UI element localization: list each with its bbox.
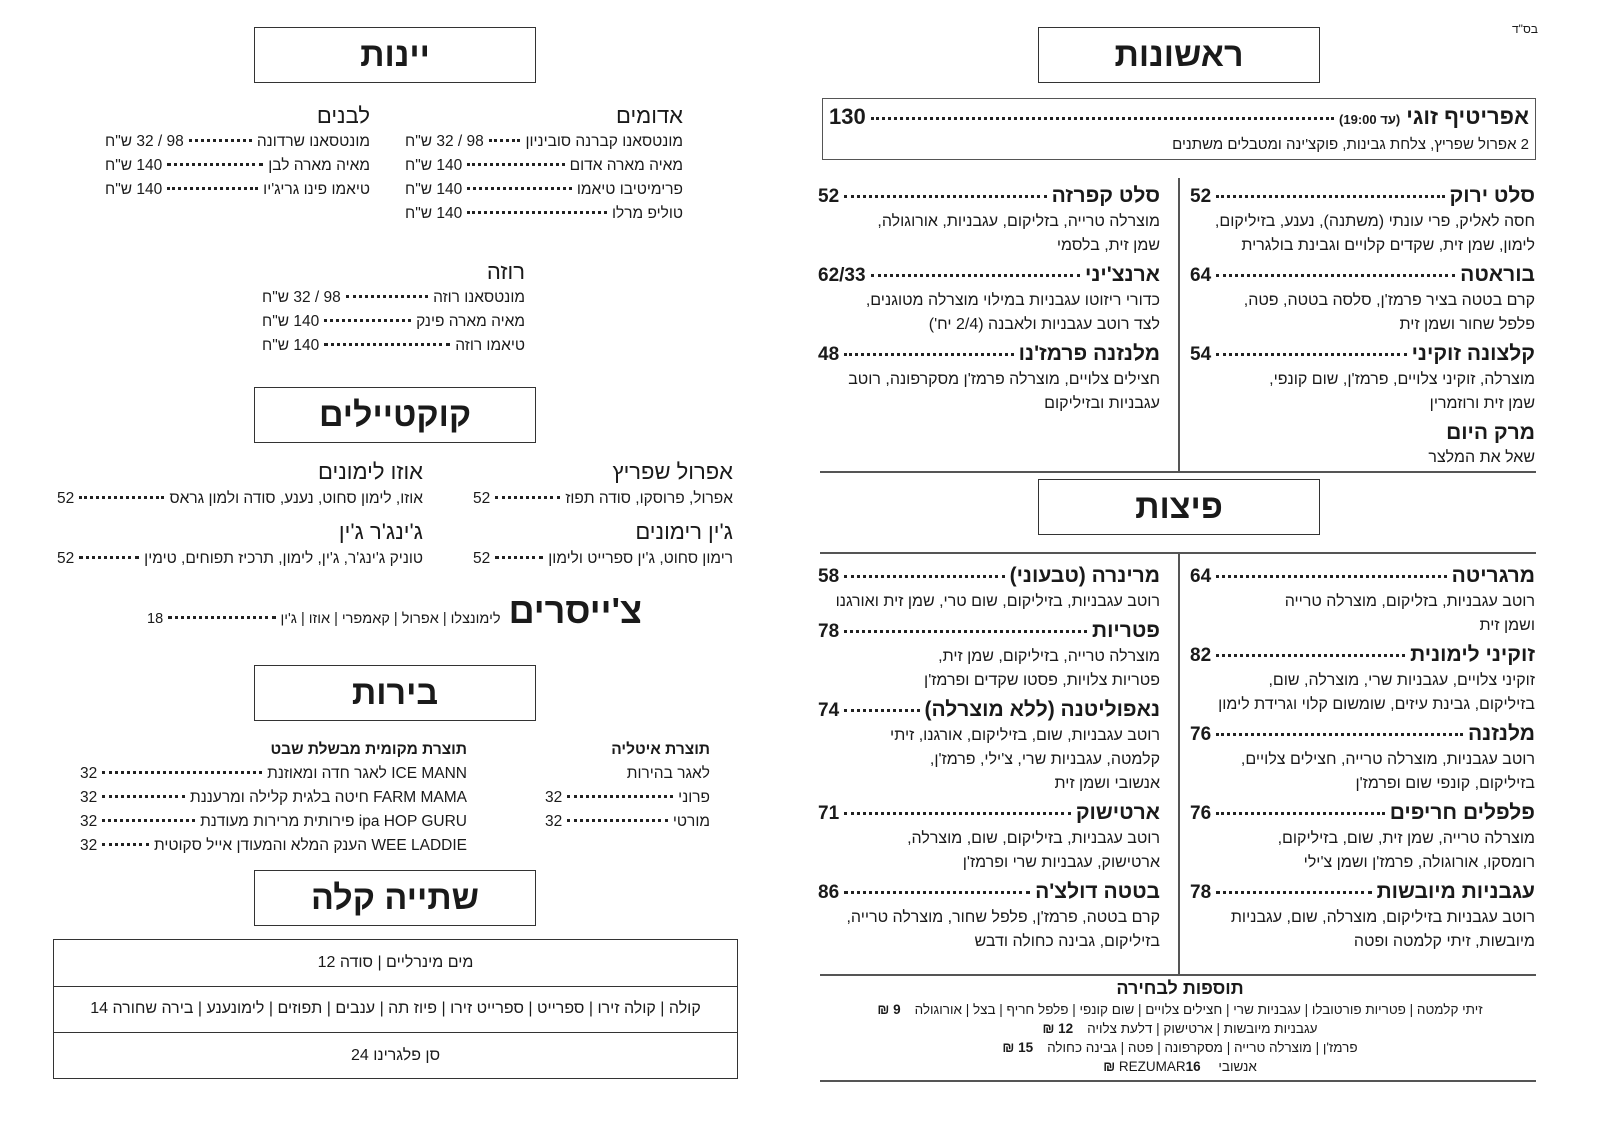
pizza-left-column bbox=[818, 563, 1160, 958]
menu-item bbox=[818, 879, 1160, 954]
item-description: רומסקו, אורוגולה, פרמז'ן ושמן צ'ילי bbox=[1303, 854, 1535, 871]
item-name: מונטסאנו קברנה סוביניון bbox=[525, 133, 683, 150]
item-description: בזיליקום, גבינה כחולה ודבש bbox=[974, 933, 1160, 950]
dot-leader bbox=[102, 843, 149, 846]
item-name: מונטסאנו שרדונה bbox=[256, 133, 370, 150]
item-description: רוטב עגבניות בזיליקום, מוצרלה, שום, עגבניות bbox=[1230, 909, 1535, 926]
menu-item bbox=[818, 800, 1160, 875]
item-row bbox=[545, 810, 710, 834]
item-name: מאיה מארה פינק bbox=[416, 313, 525, 330]
item-price: 82 bbox=[1190, 645, 1212, 666]
menu-item bbox=[1190, 800, 1535, 875]
dot-leader bbox=[79, 496, 164, 499]
item-price: 52 bbox=[1190, 186, 1212, 207]
item-description: פלפל שחור ושמן זית bbox=[1399, 316, 1535, 333]
dot-leader bbox=[1216, 274, 1455, 277]
item-row bbox=[105, 178, 370, 202]
item-name: מרגריטה bbox=[1451, 564, 1535, 587]
item-name: אוזו, לימון סחוט, נענע, סודה ולמון גראס bbox=[169, 490, 423, 507]
menu-item bbox=[1190, 721, 1535, 796]
dot-leader bbox=[79, 556, 139, 559]
item-row bbox=[818, 262, 1160, 289]
cocktails-left-column bbox=[57, 458, 423, 578]
item-price: 52 bbox=[818, 186, 840, 207]
soft-drinks-title: שתייה קלה bbox=[254, 870, 536, 926]
item-row bbox=[80, 834, 467, 858]
item-name: טיאמו פינו גריג'יו bbox=[263, 181, 370, 198]
item-price: 140 ש"ח bbox=[405, 157, 463, 174]
item-price: 32 bbox=[80, 837, 98, 854]
item-name: פרימיטיבו טיאמו bbox=[576, 181, 683, 198]
item-price: 140 ש"ח bbox=[105, 181, 163, 198]
extras-line bbox=[820, 1038, 1540, 1057]
cocktail-name: אפרול שפריץ bbox=[612, 459, 733, 484]
item-name: סלט קפרזה bbox=[1051, 184, 1160, 207]
item-name: מאיה מארה אדום bbox=[569, 157, 683, 174]
item-name: ipa HOP GURU פירותית מרירות מעודנת bbox=[200, 813, 467, 830]
dot-leader bbox=[844, 575, 1004, 578]
dot-leader bbox=[844, 630, 1087, 633]
dot-leader bbox=[844, 891, 1030, 894]
item-price: 52 bbox=[473, 490, 491, 507]
item-description: שמן זית, בלסמי bbox=[1056, 237, 1160, 254]
cocktails-title: קוקטיילים bbox=[254, 387, 536, 443]
beers-title: בירות bbox=[254, 665, 536, 721]
item-name: בטטה דולצ'ה bbox=[1035, 880, 1160, 903]
item-price: 52 bbox=[57, 490, 75, 507]
dot-leader bbox=[1216, 353, 1406, 356]
dot-leader bbox=[489, 139, 521, 142]
extras-line bbox=[820, 1019, 1540, 1038]
menu-item bbox=[1190, 341, 1535, 416]
item-description: שמן זית ורוזמרין bbox=[1429, 395, 1535, 412]
item-name: בוראטה bbox=[1460, 263, 1535, 286]
item-name: מלנזנה bbox=[1467, 722, 1535, 745]
aperitif-name: אפריטיף זוגי bbox=[1406, 104, 1529, 129]
cocktail-item bbox=[57, 518, 423, 572]
dot-leader bbox=[844, 195, 1047, 198]
item-description: רוטב עגבניות, בזיליקום, שום, מוצרלה, bbox=[907, 830, 1160, 847]
item-row bbox=[1190, 420, 1535, 446]
item-price: 98 / 32 ש"ח bbox=[105, 133, 184, 150]
item-name: פרוני bbox=[678, 789, 710, 806]
item-price: 54 bbox=[1190, 344, 1212, 365]
item-price: 76 bbox=[1190, 724, 1212, 745]
beers-italy-subtitle: לאגר בהירות bbox=[626, 765, 710, 782]
extras-price: 16 ₪ bbox=[1103, 1059, 1201, 1074]
soft-drinks-row: קולה | קולה זירו | ספרייט | ספרייט זירו | פיוז תה | ענבים | תפוזים | לימונענע | בירה שחורה 14 bbox=[54, 987, 737, 1034]
chasers-list: לימונצלו | אפרול | קאמפרי | אוזו | ג'ין bbox=[280, 611, 501, 627]
item-row bbox=[405, 154, 683, 178]
dot-leader bbox=[467, 187, 572, 190]
item-row bbox=[1190, 183, 1535, 210]
dot-leader bbox=[168, 616, 275, 619]
menu-item bbox=[1190, 879, 1535, 954]
item-name: טיאמו רוזה bbox=[455, 337, 525, 354]
item-price: 32 bbox=[80, 765, 98, 782]
item-price: 74 bbox=[818, 700, 840, 721]
dot-leader bbox=[324, 319, 411, 322]
dot-leader bbox=[102, 795, 185, 798]
item-row bbox=[80, 786, 467, 810]
item-row bbox=[1190, 879, 1535, 906]
dot-leader bbox=[102, 771, 262, 774]
column-divider bbox=[1178, 552, 1180, 974]
item-price: 78 bbox=[1190, 882, 1212, 903]
menu-item bbox=[818, 563, 1160, 614]
starters-title: ראשונות bbox=[1038, 27, 1320, 83]
item-row bbox=[105, 154, 370, 178]
soft-drinks-row: סן פלגרינו 24 bbox=[350, 1047, 441, 1065]
item-description: קלמטה, עגבניות שרי, צ'ילי, פרמז'ן, bbox=[929, 751, 1160, 768]
item-row bbox=[1190, 721, 1535, 748]
item-name: עגבניות מיובשות bbox=[1376, 880, 1535, 903]
item-price: 58 bbox=[818, 566, 840, 587]
menu-item bbox=[1190, 563, 1535, 638]
pizza-title: פיצות bbox=[1038, 479, 1320, 535]
dot-leader bbox=[1216, 733, 1463, 736]
item-description: לימון, שמן זית, שקדים קלויים וגבינת בולגרית bbox=[1241, 237, 1535, 254]
extras-items: זיתי קלמטה | פטריות פורטובלו | עגבניות שרי | חצילים צלויים | שום קונפי | פלפל חריף | בצל | אורוגולה bbox=[914, 1002, 1483, 1017]
cocktail-item bbox=[57, 458, 423, 512]
item-description: מוצרלה, זוקיני צלויים, פרמז'ן, שום קונפי, bbox=[1269, 371, 1535, 388]
item-price: 140 ש"ח bbox=[405, 181, 463, 198]
item-row bbox=[1190, 262, 1535, 289]
item-row bbox=[57, 546, 423, 572]
cocktail-name: ג'ין רימונים bbox=[635, 519, 733, 544]
item-row bbox=[818, 879, 1160, 906]
item-description: רוטב עגבניות, בזיליקום, שום טרי, שמן זית ואורגנו bbox=[835, 593, 1160, 610]
item-description: בזיליקום, גבינת עיזים, שומשום קלוי וגרידת לימון bbox=[1218, 696, 1535, 713]
menu-item bbox=[818, 618, 1160, 693]
item-description: מוצרלה טרייה, בזיליקום, שמן זית, bbox=[938, 648, 1160, 665]
item-row bbox=[818, 800, 1160, 827]
item-name: טוניק ג'ינג'ר, ג'ין, לימון, תרכיז תפוחים, טימין bbox=[144, 550, 423, 567]
item-name: זוקיני לימונית bbox=[1410, 643, 1535, 666]
item-description: ארטישוק, עגבניות שרי ופרמז'ן bbox=[962, 854, 1160, 871]
extras-price: 15 ₪ bbox=[1002, 1040, 1034, 1055]
item-description: מיובשות, זיתי קלמטה ופטה bbox=[1353, 933, 1535, 950]
extras-line bbox=[820, 1000, 1540, 1019]
chasers-title: צ'ייסרים bbox=[508, 590, 642, 631]
item-row bbox=[262, 310, 525, 334]
dot-leader bbox=[102, 819, 195, 822]
item-row bbox=[818, 697, 1160, 724]
item-price: 78 bbox=[818, 621, 840, 642]
menu-item bbox=[1190, 183, 1535, 258]
cocktail-name: ג'ינג'ר ג'ין bbox=[338, 519, 423, 544]
chasers-price: 18 bbox=[147, 611, 164, 627]
cocktail-item bbox=[473, 518, 733, 572]
beers-local bbox=[80, 738, 467, 858]
menu-item bbox=[1190, 642, 1535, 717]
extras-price: 12 ₪ bbox=[1042, 1021, 1074, 1036]
aperitif-desc: 2 אפרול שפריץ, צלחת גבינות, פוקצ'ינה ומטבלים משתנים bbox=[1172, 136, 1529, 153]
item-description: קרם בטטה, פרמז'ן, פלפל שחור, מוצרלה טרייה, bbox=[846, 909, 1160, 926]
item-name: ארטישוק bbox=[1075, 801, 1160, 824]
item-description: מוצרלה טרייה, בזליקום, עגבניות, אורוגולה, bbox=[877, 213, 1160, 230]
item-price: 48 bbox=[818, 344, 840, 365]
item-price: 140 ש"ח bbox=[405, 205, 463, 222]
item-name: טוליפ מרלו bbox=[612, 205, 683, 222]
soft-drinks-table bbox=[53, 939, 738, 1079]
item-description: לצד רוטב עגבניות ולאבנה (2/4 יח') bbox=[928, 316, 1160, 333]
item-row bbox=[80, 810, 467, 834]
soft-drinks-row: מים מינרליים | סודה 12 bbox=[54, 940, 737, 987]
item-price: 86 bbox=[818, 882, 840, 903]
item-row bbox=[80, 762, 467, 786]
item-description: רוטב עגבניות, שום, בזיליקום, אורגנו, זיתי bbox=[890, 727, 1160, 744]
starters-right-column bbox=[1190, 183, 1535, 474]
wine-category-title: לבנים bbox=[316, 103, 370, 128]
dot-leader bbox=[346, 295, 428, 298]
item-name: FARM MAMA חיטה בלגית קלילה ומרעננת bbox=[190, 789, 467, 806]
dot-leader bbox=[1216, 575, 1446, 578]
item-description: ושמן זית bbox=[1479, 617, 1535, 634]
dot-leader bbox=[1216, 195, 1444, 198]
item-price: 64 bbox=[1190, 265, 1212, 286]
cocktails-right-column bbox=[473, 458, 733, 578]
item-price: 76 bbox=[1190, 803, 1212, 824]
item-description: חסה לאליק, פרי עונתי (משתנה), נענע, בזיליקום, bbox=[1214, 213, 1535, 230]
item-name: פלפלים חריפים bbox=[1389, 801, 1535, 824]
extras-items: עגבניות מיובשות | ארטישוק | דלעת צלויה bbox=[1087, 1021, 1318, 1036]
item-price: 52 bbox=[57, 550, 75, 567]
item-name: מלנזנה פרמז'נו bbox=[1018, 342, 1160, 365]
chasers-line bbox=[147, 590, 642, 632]
item-description: זוקיני צלויים, עגבניות שרי, מוצרלה, שום, bbox=[1268, 672, 1535, 689]
cocktail-name: אוזו לימונים bbox=[318, 459, 423, 484]
wines-title: יינות bbox=[254, 27, 536, 83]
item-row bbox=[818, 618, 1160, 645]
dot-leader bbox=[324, 343, 450, 346]
dot-leader bbox=[467, 211, 607, 214]
item-price: 52 bbox=[473, 550, 491, 567]
item-row bbox=[1190, 642, 1535, 669]
aperitif-note: (עד 19:00) bbox=[1339, 112, 1401, 127]
dot-leader bbox=[871, 274, 1080, 277]
item-name: פטריות bbox=[1092, 619, 1160, 642]
item-name: מונטסאנו רוזה bbox=[433, 289, 525, 306]
extras-section bbox=[820, 976, 1540, 1076]
item-price: 32 bbox=[545, 813, 563, 830]
item-name: סלט ירוק bbox=[1449, 184, 1535, 207]
dot-leader bbox=[844, 812, 1071, 815]
item-row bbox=[473, 486, 733, 512]
item-description: כדורי ריזוטו עגבניות במילוי מוצרלה מטוגנים, bbox=[865, 292, 1160, 309]
item-name: מאיה מארה לבן bbox=[268, 157, 370, 174]
item-row bbox=[405, 130, 683, 154]
item-name: רימון סחוט, ג'ין ספרייט ולימון bbox=[548, 550, 733, 567]
menu-item bbox=[818, 262, 1160, 337]
item-row bbox=[1190, 341, 1535, 368]
beers-italy-title: תוצרת איטליה bbox=[611, 741, 710, 758]
item-description: אנשובי ושמן זית bbox=[1054, 775, 1160, 792]
menu-item bbox=[1190, 420, 1535, 470]
beers-italy bbox=[545, 738, 710, 834]
item-row bbox=[405, 178, 683, 202]
item-row bbox=[262, 334, 525, 358]
aperitif-box bbox=[822, 98, 1536, 160]
item-name: WEE LADDIE הענק המלא והמעודן אייל סקוטית bbox=[153, 837, 467, 854]
dot-leader bbox=[871, 117, 1334, 120]
item-row bbox=[818, 183, 1160, 210]
aperitif-price: 130 bbox=[829, 104, 866, 129]
item-description: קרם בטטה בציר פרמז'ן, סלסה בטטה, פטה, bbox=[1243, 292, 1535, 309]
item-price: 32 bbox=[80, 813, 98, 830]
item-price: 140 ש"ח bbox=[262, 337, 320, 354]
item-row bbox=[545, 786, 710, 810]
item-row bbox=[57, 486, 423, 512]
item-name: אפרול, פרוסקו, סודה תפוז bbox=[565, 490, 733, 507]
item-description: מוצרלה טרייה, שמן זית, שום, בזיליקום, bbox=[1277, 830, 1535, 847]
item-row bbox=[405, 202, 683, 226]
dot-leader bbox=[844, 353, 1014, 356]
item-description: חצילים צלויים, מוצרלה פרמז'ן מסקרפונה, רוטב bbox=[848, 371, 1160, 388]
dot-leader bbox=[495, 556, 543, 559]
item-name: נאפוליטנה (ללא מוצרלה) bbox=[924, 698, 1160, 721]
red-wines bbox=[405, 102, 683, 226]
starters-left-column bbox=[818, 183, 1160, 420]
bottom-divider bbox=[820, 1080, 1536, 1082]
menu-item bbox=[818, 341, 1160, 416]
extras-items: אנשובי REZUMAR bbox=[1118, 1059, 1257, 1074]
item-price: 71 bbox=[818, 803, 840, 824]
item-price: 98 / 32 ש"ח bbox=[262, 289, 341, 306]
item-price: 32 bbox=[80, 789, 98, 806]
item-description: רוטב עגבניות, בזליקום, מוצרלה טרייה bbox=[1284, 593, 1535, 610]
item-price: 140 ש"ח bbox=[105, 157, 163, 174]
dot-leader bbox=[495, 496, 560, 499]
item-description: שאל את המלצר bbox=[1428, 449, 1535, 466]
item-name: ארנצ'יני bbox=[1085, 263, 1160, 286]
item-description: פטריות צלויות, פסטו שקדים ופרמז'ן bbox=[924, 672, 1160, 689]
item-name: מרינרה (טבעוני) bbox=[1009, 564, 1160, 587]
item-row bbox=[1190, 563, 1535, 590]
item-description: רוטב עגבניות, מוצרלה טרייה, חצילים צלויים, bbox=[1240, 751, 1535, 768]
item-row bbox=[1190, 800, 1535, 827]
dot-leader bbox=[189, 139, 252, 142]
item-name: מורטי bbox=[672, 813, 710, 830]
item-price: 64 bbox=[1190, 566, 1212, 587]
dot-leader bbox=[467, 163, 564, 166]
item-row bbox=[818, 563, 1160, 590]
wine-category-title: רוזה bbox=[486, 259, 525, 284]
item-row bbox=[473, 546, 733, 572]
dot-leader bbox=[567, 795, 673, 798]
item-name: מרק היום bbox=[1446, 421, 1535, 444]
dot-leader bbox=[1216, 891, 1371, 894]
dot-leader bbox=[1216, 812, 1385, 815]
item-row bbox=[105, 130, 370, 154]
item-description: בזיליקום, קונפי שום ופרמז'ן bbox=[1355, 775, 1535, 792]
item-row bbox=[818, 341, 1160, 368]
wine-category-title: אדומים bbox=[615, 103, 683, 128]
item-price: 32 bbox=[545, 789, 563, 806]
menu-item bbox=[1190, 262, 1535, 337]
rose-wines bbox=[262, 258, 525, 358]
item-name: ICE MANN לאגר חדה ומאוזנת bbox=[267, 765, 467, 782]
extras-items: פרמז'ן | מוצרלה טרייה | מסקרפונה | פטה | גבינה כחולה bbox=[1047, 1040, 1358, 1055]
item-description: עגבניות ובזיליקום bbox=[1044, 395, 1160, 412]
item-name: קלצונה זוקיני bbox=[1411, 342, 1535, 365]
blessing-text: בס"ד bbox=[1512, 22, 1538, 36]
dot-leader bbox=[167, 187, 258, 190]
extras-title: תוספות לבחירה bbox=[1116, 978, 1244, 998]
dot-leader bbox=[844, 709, 919, 712]
item-row bbox=[262, 286, 525, 310]
extras-line bbox=[820, 1057, 1540, 1076]
item-price: 62/33 bbox=[818, 265, 866, 286]
dot-leader bbox=[1216, 654, 1405, 657]
dot-leader bbox=[167, 163, 263, 166]
dot-leader bbox=[567, 819, 668, 822]
menu-item bbox=[818, 183, 1160, 258]
pizza-right-column bbox=[1190, 563, 1535, 958]
column-divider bbox=[1178, 178, 1180, 472]
item-price: 98 / 32 ש"ח bbox=[405, 133, 484, 150]
white-wines bbox=[105, 102, 370, 202]
cocktail-item bbox=[473, 458, 733, 512]
beers-local-title: תוצרת מקומית מבשלת שבט bbox=[270, 741, 467, 758]
menu-item bbox=[818, 697, 1160, 796]
extras-price: 9 ₪ bbox=[877, 1002, 901, 1017]
item-price: 140 ש"ח bbox=[262, 313, 320, 330]
